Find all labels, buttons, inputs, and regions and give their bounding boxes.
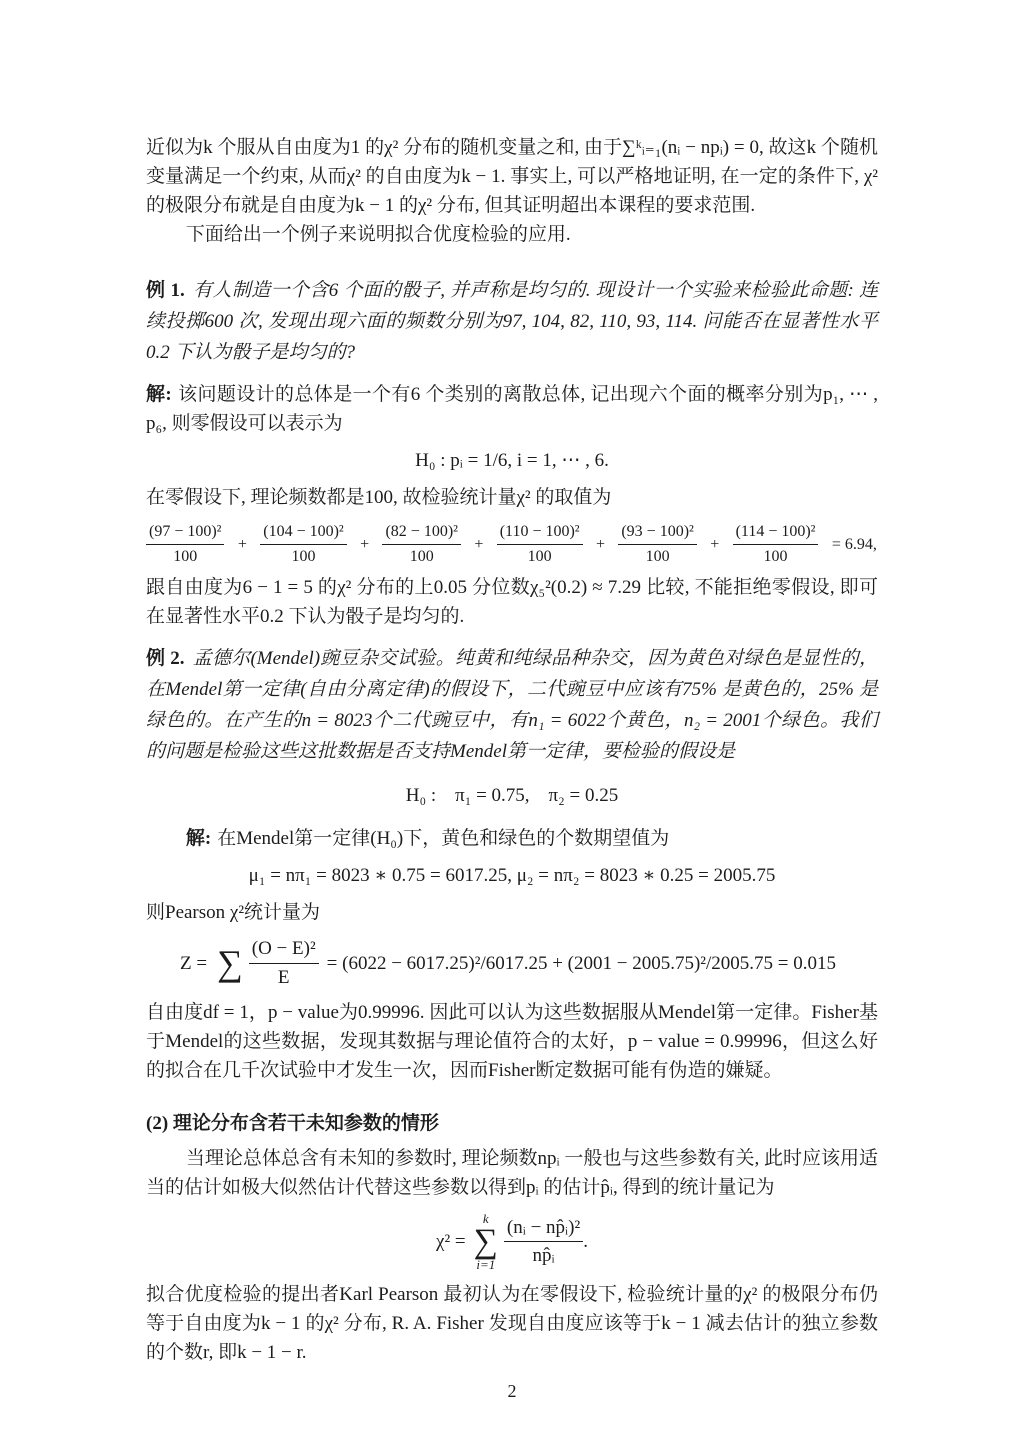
- example1-label: 例 1.: [146, 280, 185, 301]
- pearson-statistic-equation: [146, 937, 878, 990]
- example1-text: 有人制造一个含6 个面的骰子, 并声称是均匀的. 现设计一个实验来检验此命题: 连续投掷600 次, 发现出现六面的频数分别为97, 104, 82, 110, 93, 114. 问能否在显著性水平0.2 下认为骰子是均匀的?: [146, 280, 878, 363]
- fraction-term-4: $\frac{\text{(110 − 100)²}}{100}$: [497, 522, 583, 567]
- null-hypothesis-equation-example1: H₀ : pᵢ = 1/6, i = 1, ⋯ , 6.: [415, 450, 609, 471]
- plus-operator: +: [710, 536, 720, 553]
- expectation-values-equation: μ₁ = nπ₁ = 8023 ∗ 0.75 = 6017.25, μ₂ = nπ₂ = 8023 ∗ 0.25 = 2005.75: [248, 865, 776, 886]
- plus-operator: +: [595, 536, 605, 553]
- plus-operator: +: [474, 536, 484, 553]
- chi-hat-equation-lhs: χ² =: [436, 1231, 466, 1253]
- fraction-term-1: $\frac{\text{(97 − 100)²}}{100}$: [146, 522, 224, 567]
- solution1-paragraph: [146, 380, 878, 438]
- null-hypothesis-equation-example2: H₀ : π₁ = 0.75, π₂ = 0.25: [405, 785, 619, 806]
- fraction-term-3: $\frac{\text{(82 − 100)²}}{100}$: [382, 522, 460, 567]
- solution1-statistic-intro: 在零假设下, 理论频数都是100, 故检验统计量χ² 的取值为: [146, 487, 612, 508]
- solution2-label: 解:: [185, 828, 212, 849]
- solution1-text: 该问题设计的总体是一个有6 个类别的离散总体, 记出现六个面的概率分别为p₁, ⋯ , p₆, 则零假设可以表示为: [146, 384, 878, 434]
- pearson-statistic-intro: 则Pearson χ²统计量为: [146, 902, 321, 923]
- page-number: 2: [507, 1381, 517, 1402]
- o-minus-e-fraction: $\frac{\text{(O − E)²}}{E}$: [249, 937, 319, 990]
- chi-square-value-equation: [146, 522, 878, 567]
- solution1-label: 解:: [146, 384, 172, 405]
- solution2-paragraph: [146, 824, 878, 853]
- section2-paragraph1: 当理论总体总含有未知的参数时, 理论频数npᵢ 一般也与这些参数有关, 此时应该用适当的估计如极大似然估计代替这些参数以得到pᵢ 的估计p̂ᵢ, 得到的统计量记为: [146, 1147, 878, 1198]
- solution1-conclusion: 跟自由度为6 − 1 = 5 的χ² 分布的上0.05 分位数χ₅²(0.2) ≈ 7.29 比较, 不能拒绝零假设, 即可在显著性水平0.2 下认为骰子是均匀的.: [146, 577, 878, 627]
- sum-lower-limit: i=1: [476, 1257, 496, 1273]
- estimated-frequency-fraction: $\frac{\text{(nᵢ − np̂ᵢ)²}}{\text{np̂ᵢ}}$: [504, 1216, 583, 1269]
- equation-period: .: [583, 1231, 588, 1253]
- example2-text: 孟德尔(Mendel)豌豆杂交试验。纯黄和纯绿品种杂交，因为黄色对绿色是显性的，在Mendel第一定律(自由分离定律)的假设下，二代豌豆中应该有75% 是黄色的，25% 是绿色的。在产生的n = 8023个二代豌豆中，有n₁ = 6022个黄色，n₂ = 2001个绿色。我们的问题是检验这些这批数据是否支持Mendel第一定律，要检验的假设是: [146, 648, 878, 762]
- sum-symbol: ∑: [473, 1222, 498, 1260]
- sum-symbol: ∑: [217, 943, 243, 984]
- fraction-term-5: $\frac{\text{(93 − 100)²}}{100}$: [618, 522, 696, 567]
- equation-result: = 6.94,: [831, 536, 877, 553]
- solution2-text: 在Mendel第一定律(H₀)下，黄色和绿色的个数期望值为: [217, 828, 670, 849]
- plus-operator: +: [360, 536, 370, 553]
- intro-paragraph-continuation: 近似为k 个服从自由度为1 的χ² 分布的随机变量之和, 由于∑ᵏᵢ₌₁(nᵢ − npᵢ) = 0, 故这k 个随机变量满足一个约束, 从而χ² 的自由度为k − 1. 事实上, 可以严格地证明, 在一定的条件下, χ² 的极限分布就是自由度为k − 1 的χ² 分布, 但其证明超出本课程的要求范围.: [146, 137, 878, 216]
- solution2-conclusion: 自由度df = 1，p − value为0.99996. 因此可以认为这些数据服从Mendel第一定律。Fisher基于Mendel的这些数据，发现其数据与理论值符合的太好，p − value = 0.99996，但这么好的拟合在几千次试验中才发生一次，因而Fisher断定数据可能有伪造的嫌疑。: [146, 1001, 878, 1081]
- fraction-term-6: $\frac{\text{(114 − 100)²}}{100}$: [733, 522, 819, 567]
- example2-paragraph: [146, 643, 878, 767]
- section2-heading: (2) 理论分布含若干未知参数的情形: [146, 1112, 439, 1134]
- plus-operator: +: [237, 536, 247, 553]
- sum-upper-limit: k: [482, 1210, 489, 1226]
- example1-paragraph: [146, 275, 878, 368]
- section2-paragraph2: 拟合优度检验的提出者Karl Pearson 最初认为在零假设下, 检验统计量的χ² 的极限分布仍等于自由度为k − 1 的χ² 分布, R. A. Fisher 发现自由度应该等于k − 1 减去估计的独立参数的个数r, 即k − 1 − r.: [146, 1284, 878, 1364]
- z-equation-lhs: Z =: [180, 952, 208, 974]
- z-equation-rhs: = (6022 − 6017.25)²/6017.25 + (2001 − 2005.75)²/2005.75 = 0.015: [326, 952, 836, 974]
- chi-square-estimated-equation: [146, 1212, 878, 1273]
- intro-paragraph-lead-in: 下面给出一个例子来说明拟合优度检验的应用.: [185, 224, 571, 245]
- fraction-term-2: $\frac{\text{(104 − 100)²}}{100}$: [260, 522, 346, 567]
- example2-label: 例 2.: [146, 648, 185, 669]
- sum-with-limits: [466, 1212, 504, 1273]
